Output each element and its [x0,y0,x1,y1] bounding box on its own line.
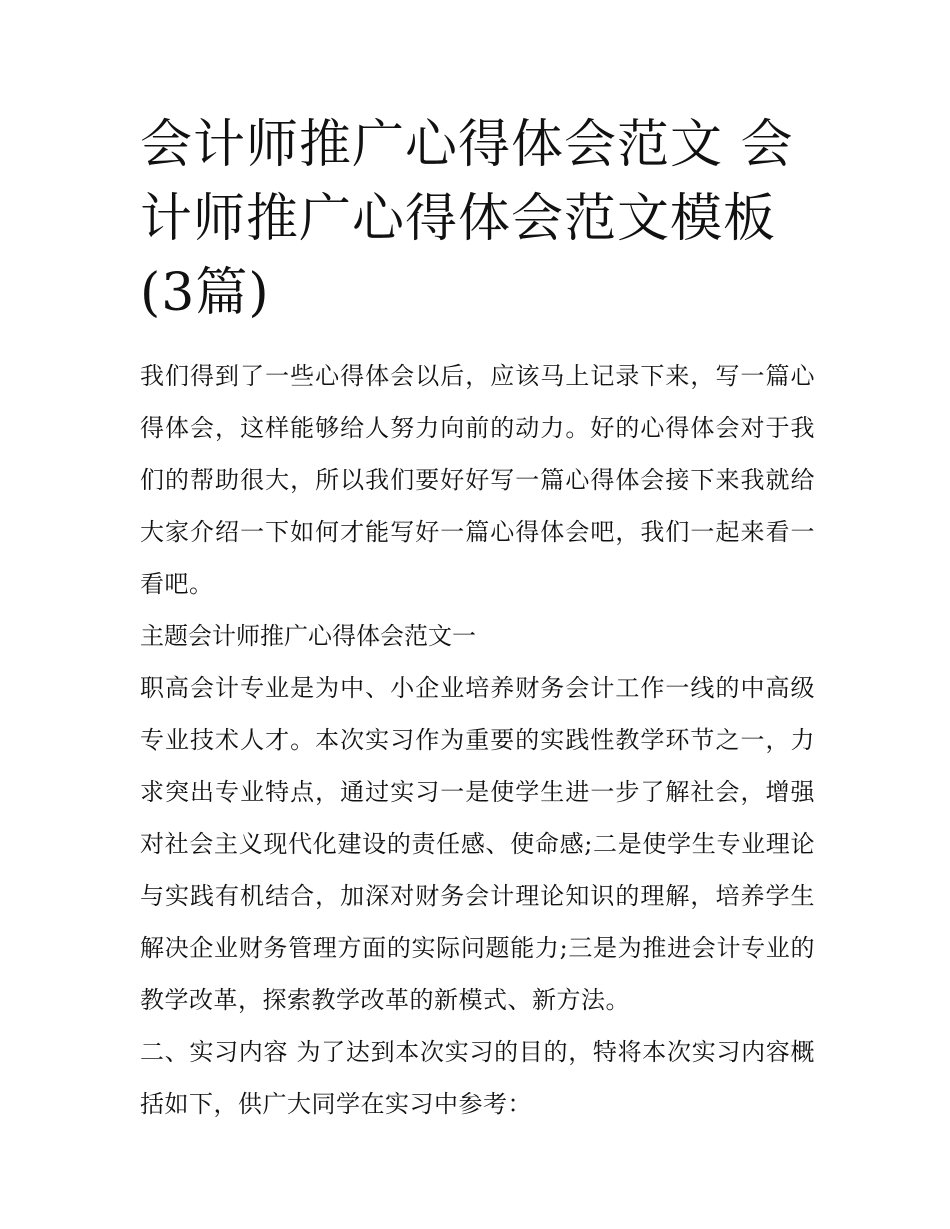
intro-paragraph: 我们得到了一些心得体会以后，应该马上记录下来，写一篇心得体会，这样能够给人努力向前的动力。好的心得体会对于我们的帮助很大，所以我们要好好写一篇心得体会接下来我就给大家介绍一下如何才能写好一篇心得体会吧，我们一起来看一看吧。 [140,362,815,598]
document-title: 会计师推广心得体会范文 会计师推广心得体会范文模板(3篇) [140,115,794,323]
section-heading: 主题会计师推广心得体会范文一 [140,622,476,650]
body-paragraph: 职高会计专业是为中、小企业培养财务会计工作一线的中高级专业技术人才。本次实习作为重要的实践性教学环节之一，力求突出专业特点，通过实习一是使学生进一步了解社会，增强对社会主义现代化建设的责任感、使命感;二是使学生专业理论与实践有机结合，加深对财务会计理论知识的理解，培养学生解决企业财务管理方面的实际问题能力;三是为推进会计专业的教学改革，探索教学改革的新模式、新方法。 [140,674,815,1014]
document-page [140,108,820,1130]
closing-paragraph: 二、实习内容 为了达到本次实习的目的，特将本次实习内容概括如下，供广大同学在实习中参考： [140,1038,815,1118]
